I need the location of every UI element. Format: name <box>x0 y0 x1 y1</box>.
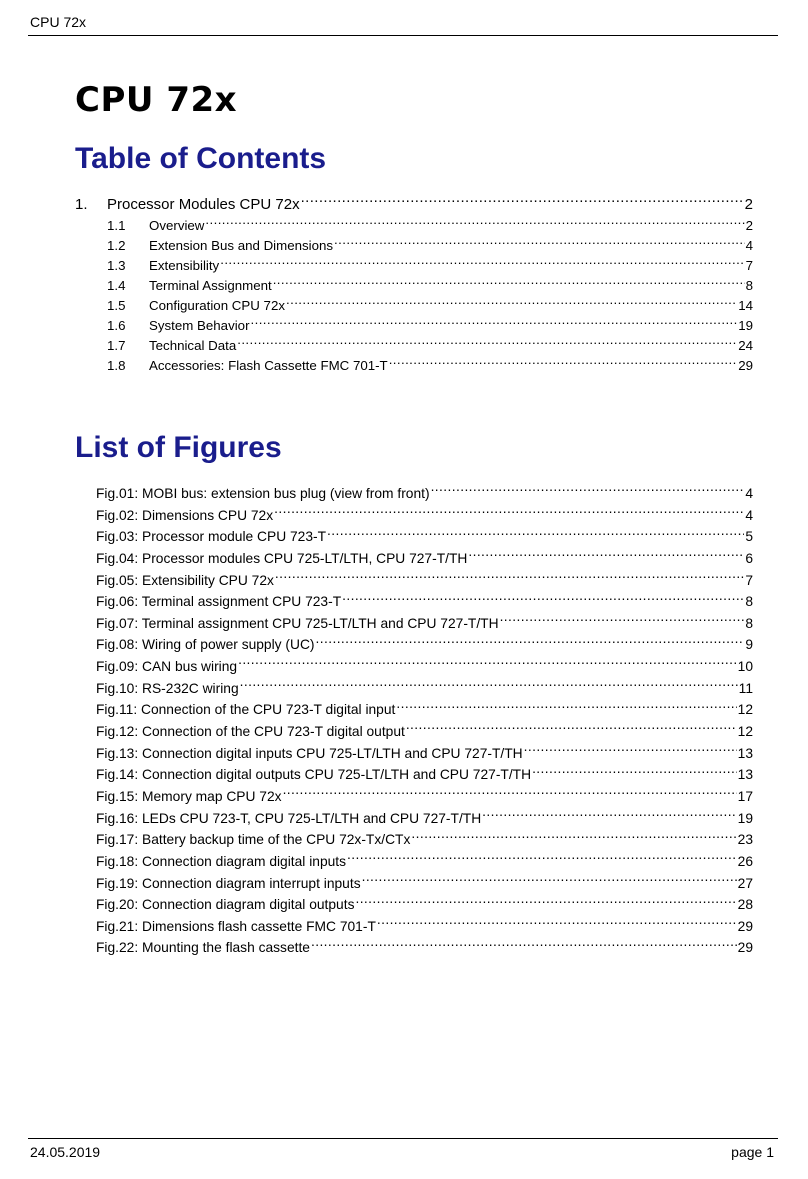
figure-entry[interactable] <box>96 916 753 938</box>
figure-page: 28 <box>737 897 753 913</box>
toc-section-page: 8 <box>745 278 753 293</box>
header-divider <box>28 35 778 36</box>
figure-title: Fig.22: Mounting the flash cassette <box>96 940 310 956</box>
figure-page: 27 <box>737 875 753 891</box>
toc-section-title: Technical Data <box>149 338 237 353</box>
toc-chapter-title: Processor Modules CPU 72x <box>107 196 300 213</box>
figure-entry[interactable] <box>96 721 753 743</box>
figure-title: Fig.14: Connection digital outputs CPU 725-LT/LTH and CPU 727-T/TH <box>96 767 532 783</box>
dot-leader <box>283 787 737 801</box>
figure-title: Fig.01: MOBI bus: extension bus plug (view from front) <box>96 486 430 501</box>
running-header: CPU 72x <box>30 14 87 30</box>
toc-section-title: Configuration CPU 72x <box>149 298 285 313</box>
dot-leader <box>431 484 745 498</box>
toc-section-page: 24 <box>738 338 753 353</box>
figure-page: 9 <box>745 637 753 653</box>
dot-leader <box>238 657 737 671</box>
toc-section-title: Terminal Assignment <box>149 278 272 293</box>
dot-leader <box>334 237 745 250</box>
dot-leader <box>327 527 744 541</box>
figure-title: Fig.15: Memory map CPU 72x <box>96 788 282 804</box>
toc-section-entry[interactable] <box>75 316 753 336</box>
dot-leader <box>311 939 737 953</box>
toc-section-title: Overview <box>149 218 205 233</box>
list-of-figures-heading: List of Figures <box>75 431 282 464</box>
figure-title: Fig.21: Dimensions flash cassette FMC 701-T <box>96 918 376 934</box>
figure-entry[interactable] <box>96 591 753 613</box>
toc-section-number: 1.5 <box>107 298 126 313</box>
dot-leader <box>286 297 737 310</box>
dot-leader <box>220 257 744 270</box>
figure-title: Fig.04: Processor modules CPU 725-LT/LTH, CPU 727-T/TH <box>96 550 468 566</box>
footer-page-number: page 1 <box>731 1144 774 1160</box>
dot-leader <box>205 217 744 230</box>
dot-leader <box>237 337 737 350</box>
toc-section-entry[interactable] <box>75 276 753 296</box>
figure-title: Fig.05: Extensibility CPU 72x <box>96 572 274 588</box>
dot-leader <box>377 917 737 931</box>
toc-section-entry[interactable] <box>75 296 753 316</box>
toc-section-entry[interactable] <box>75 356 753 376</box>
figure-entry[interactable] <box>96 743 753 765</box>
figure-entry[interactable] <box>96 483 753 505</box>
dot-leader <box>389 357 738 370</box>
figure-page: 23 <box>737 832 753 848</box>
list-of-figures <box>96 483 753 959</box>
dot-leader <box>362 874 737 888</box>
toc-section-page: 19 <box>738 318 753 333</box>
figure-page: 13 <box>737 745 753 761</box>
dot-leader <box>532 766 737 780</box>
figure-entry[interactable] <box>96 764 753 786</box>
dot-leader <box>468 549 744 563</box>
figure-title: Fig.12: Connection of the CPU 723-T digital output <box>96 724 405 740</box>
figure-entry[interactable] <box>96 570 753 592</box>
toc-section-entry[interactable] <box>75 236 753 256</box>
toc-section-title: Extension Bus and Dimensions <box>149 238 334 253</box>
figure-title: Fig.13: Connection digital inputs CPU 725-LT/LTH and CPU 727-T/TH <box>96 745 523 761</box>
toc-chapter-number: 1. <box>75 196 88 213</box>
toc-section-title: Accessories: Flash Cassette FMC 701-T <box>149 358 388 373</box>
dot-leader <box>342 592 744 606</box>
dot-leader <box>406 722 737 736</box>
figure-title: Fig.10: RS-232C wiring <box>96 680 239 696</box>
figure-page: 13 <box>737 767 753 783</box>
figure-title: Fig.17: Battery backup time of the CPU 72x-Tx/CTx <box>96 832 411 848</box>
dot-leader <box>273 277 745 290</box>
figure-entry[interactable] <box>96 678 753 700</box>
toc-section-number: 1.2 <box>107 238 126 253</box>
figure-title: Fig.16: LEDs CPU 723-T, CPU 725-LT/LTH and CPU 727-T/TH <box>96 810 482 826</box>
dot-leader <box>482 809 736 823</box>
figure-title: Fig.08: Wiring of power supply (UC) <box>96 637 315 653</box>
toc-section-number: 1.8 <box>107 358 126 373</box>
dot-leader <box>301 194 744 209</box>
figure-title: Fig.02: Dimensions CPU 72x <box>96 507 274 523</box>
figure-entry[interactable] <box>96 505 753 527</box>
figure-page: 4 <box>745 486 753 501</box>
figure-page: 17 <box>737 788 753 804</box>
footer-divider <box>28 1138 778 1139</box>
figure-page: 12 <box>737 724 753 740</box>
figure-title: Fig.03: Processor module CPU 723-T <box>96 529 327 545</box>
dot-leader <box>347 852 737 866</box>
figure-entry[interactable] <box>96 937 753 959</box>
figure-entry[interactable] <box>96 526 753 548</box>
figure-entry[interactable] <box>96 808 753 830</box>
toc-section-number: 1.1 <box>107 218 126 233</box>
figure-entry[interactable] <box>96 548 753 570</box>
figure-page: 10 <box>737 659 753 675</box>
toc-section-title: Extensibility <box>149 258 220 273</box>
dot-leader <box>396 701 736 715</box>
toc-section-entry[interactable] <box>75 216 753 236</box>
figure-entry[interactable] <box>96 634 753 656</box>
figure-entry[interactable] <box>96 851 753 873</box>
figure-page: 8 <box>745 615 753 631</box>
toc-section-entry[interactable] <box>75 336 753 356</box>
figure-page: 6 <box>745 550 753 566</box>
document-title: CPU 72x <box>75 80 238 120</box>
toc-heading: Table of Contents <box>75 142 327 175</box>
toc-section-page: 29 <box>738 358 753 373</box>
figure-title: Fig.18: Connection diagram digital inputs <box>96 853 347 869</box>
toc-section-number: 1.6 <box>107 318 126 333</box>
figure-page: 29 <box>737 918 753 934</box>
dot-leader <box>411 830 736 844</box>
toc-section-number: 1.4 <box>107 278 126 293</box>
figure-title: Fig.20: Connection diagram digital outputs <box>96 897 355 913</box>
figure-page: 11 <box>738 680 753 696</box>
figure-page: 12 <box>737 702 753 718</box>
toc-section-entry[interactable] <box>75 256 753 276</box>
figure-title: Fig.19: Connection diagram interrupt inputs <box>96 875 361 891</box>
figure-entry[interactable] <box>96 656 753 678</box>
dot-leader <box>316 636 745 650</box>
dot-leader <box>524 744 737 758</box>
figure-page: 7 <box>745 572 753 588</box>
figure-title: Fig.06: Terminal assignment CPU 723-T <box>96 594 342 610</box>
dot-leader <box>275 571 744 585</box>
toc-section-number: 1.3 <box>107 258 126 273</box>
figure-entry[interactable] <box>96 894 753 916</box>
figure-entry[interactable] <box>96 786 753 808</box>
figure-page: 19 <box>737 810 753 826</box>
toc-section-page: 4 <box>745 238 753 253</box>
table-of-contents <box>75 194 753 376</box>
figure-entry[interactable] <box>96 613 753 635</box>
figure-page: 29 <box>737 940 753 956</box>
figure-page: 8 <box>745 594 753 610</box>
toc-section-page: 2 <box>745 218 753 233</box>
toc-section-page: 7 <box>745 258 753 273</box>
figure-entry[interactable] <box>96 829 753 851</box>
figure-page: 4 <box>745 507 753 523</box>
dot-leader <box>500 614 745 628</box>
toc-section-number: 1.7 <box>107 338 126 353</box>
toc-section-title: System Behavior <box>149 318 250 333</box>
footer-date: 24.05.2019 <box>30 1144 101 1160</box>
figure-page: 5 <box>745 529 753 545</box>
figure-entry[interactable] <box>96 873 753 895</box>
dot-leader <box>240 679 738 693</box>
dot-leader <box>274 506 744 520</box>
toc-section-page: 14 <box>738 298 753 313</box>
toc-chapter-page: 2 <box>744 196 753 213</box>
figure-title: Fig.11: Connection of the CPU 723-T digital input <box>96 702 396 718</box>
toc-chapter-entry[interactable] <box>75 194 753 216</box>
figure-page: 26 <box>737 853 753 869</box>
figure-entry[interactable] <box>96 699 753 721</box>
figure-title: Fig.09: CAN bus wiring <box>96 659 238 675</box>
figure-title: Fig.07: Terminal assignment CPU 725-LT/LTH and CPU 727-T/TH <box>96 615 499 631</box>
dot-leader <box>355 895 736 909</box>
dot-leader <box>251 317 738 330</box>
